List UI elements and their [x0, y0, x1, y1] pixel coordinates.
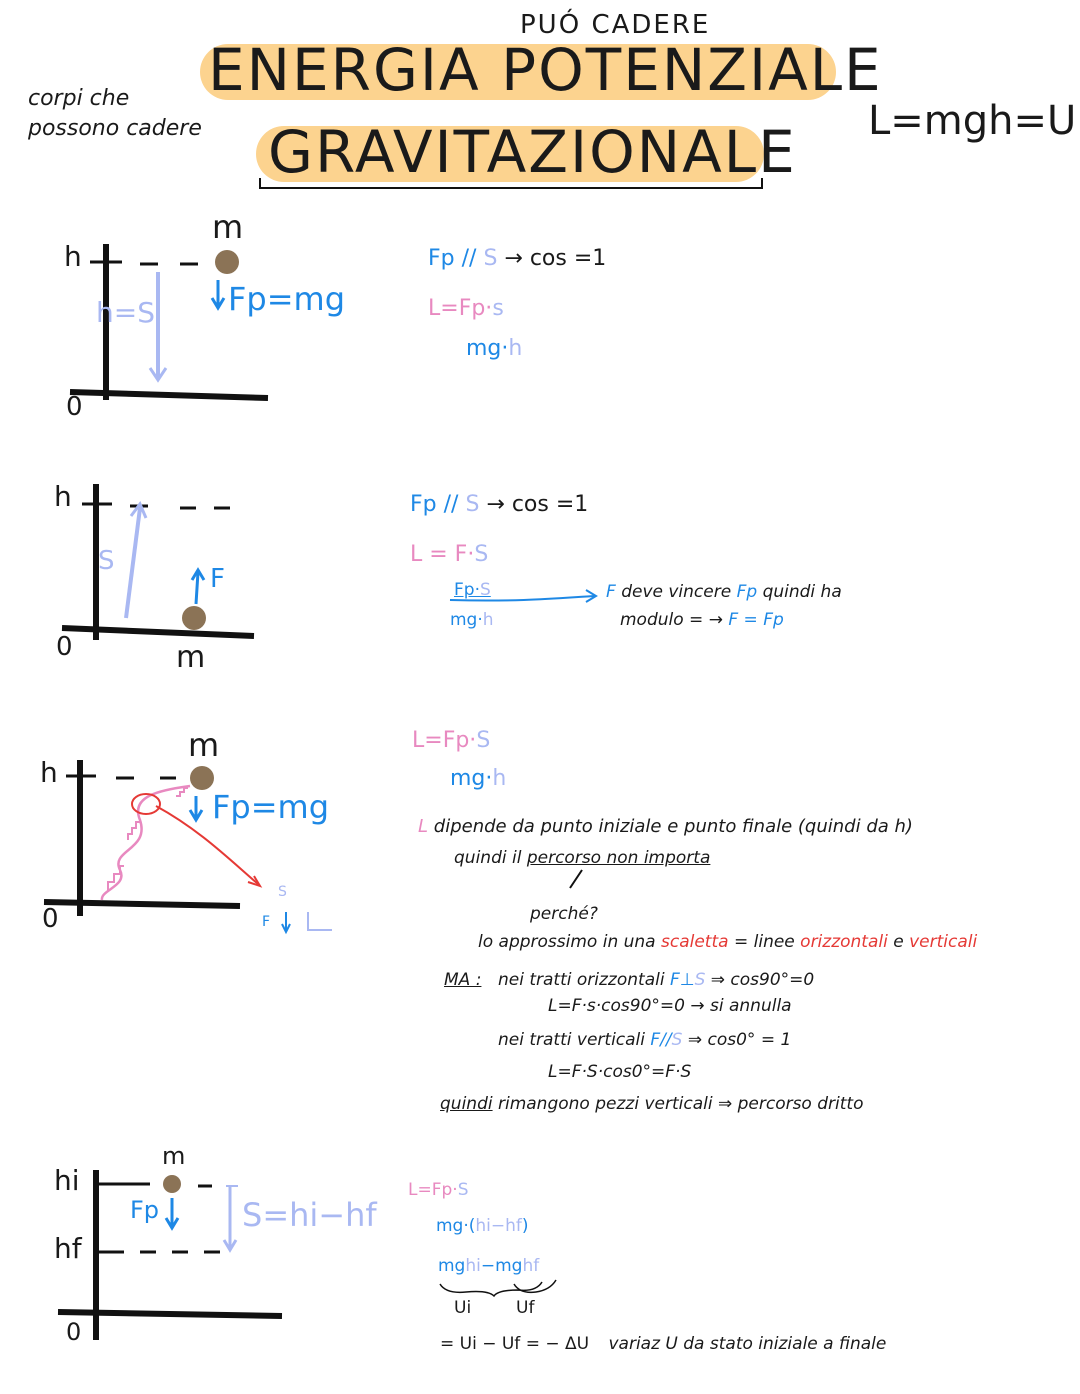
s2-line2-a: L = F·	[410, 542, 475, 567]
s2-line1-s: S	[465, 492, 480, 517]
s2-note1-b: deve vincere	[621, 582, 732, 602]
s3-line7: L=F·s·cos90°=0 → si annulla	[548, 996, 792, 1016]
s4-line3-d: hf	[522, 1256, 540, 1276]
s4-line4-b: variaz U da stato iniziale a finale	[608, 1334, 887, 1354]
s3-ma: MA :	[444, 970, 482, 990]
s3-line10-b: rimangono pezzi verticali ⇒ percorso dritto	[497, 1094, 864, 1114]
s4-line2-b: hi−hf	[475, 1216, 522, 1236]
s3-line8-a: nei tratti verticali	[498, 1030, 645, 1050]
s3-line3-l: L	[418, 816, 429, 837]
s4-line1	[408, 1180, 469, 1200]
s3-line10-a: quindi	[440, 1094, 493, 1114]
s3-line8-c: S	[671, 1030, 683, 1050]
mass-label-3: m	[188, 726, 220, 764]
s2-note1-c: Fp	[736, 582, 758, 602]
s4-line3-b: hi	[465, 1256, 481, 1276]
s4-line4	[440, 1334, 886, 1354]
s4-uf: Uf	[516, 1298, 535, 1318]
s2-note1-a: F	[606, 582, 616, 602]
axis-label-0-2: 0	[56, 632, 73, 662]
energy-formula: L=mgh=U	[868, 98, 1077, 144]
s3-line1-s: S	[476, 728, 491, 753]
side-note-line2: possono cadere	[28, 116, 202, 141]
s1-line2-s: s	[492, 296, 504, 321]
s1-line1-a: Fp //	[428, 246, 477, 271]
side-note-line1: corpi che	[28, 86, 130, 111]
s4-line1-a: L=Fp·	[408, 1180, 458, 1200]
s3-line5-d: orizzontali	[800, 932, 888, 952]
s3-line5-c: = linee	[733, 932, 795, 952]
s4-line4-a: = Ui − Uf = − ΔU	[440, 1334, 590, 1354]
s4-line3-c: −mg	[480, 1256, 523, 1276]
s3-line5-e: e	[893, 932, 904, 952]
axis-label-h-1: h	[64, 240, 82, 273]
s2-line3-s: S	[479, 580, 491, 600]
s3-line1-a: L=Fp·	[412, 728, 477, 753]
s2-line4-h: h	[482, 610, 494, 630]
s3-line2-a: mg·	[450, 766, 493, 791]
s3-line3-text: dipende da punto iniziale e punto finale (quindi da h)	[433, 816, 913, 837]
fp-label-4: Fp	[130, 1196, 160, 1224]
s3-line6-c: S	[694, 970, 706, 990]
s3-line8-d: ⇒ cos0° = 1	[687, 1030, 792, 1050]
s3-perche: perché?	[530, 904, 598, 924]
mass-label-4: m	[162, 1142, 186, 1170]
s3-line2-h: h	[492, 766, 507, 791]
s4-ui: Ui	[454, 1298, 472, 1318]
s4-line2-a: mg·(	[436, 1216, 476, 1236]
page-title-line2: GRAVITAZIONALE	[268, 118, 797, 186]
s1-line1-b: → cos =1	[504, 246, 607, 271]
force-label-1: Fp=mg	[228, 280, 346, 318]
s2-line2-s: S	[474, 542, 489, 567]
s1-line2-a: L=Fp·	[428, 296, 493, 321]
s1-line3-h: h	[508, 336, 523, 361]
s3-line6-a: nei tratti orizzontali	[498, 970, 665, 990]
axis-label-0-1: 0	[66, 392, 83, 422]
s3-line4-b: percorso non importa	[526, 848, 711, 868]
s4-line3	[438, 1256, 539, 1276]
force-label-3: Fp=mg	[212, 788, 330, 826]
s2-line3-a: Fp·	[454, 580, 480, 600]
axis-label-hf-4: hf	[54, 1232, 82, 1265]
s3-line9: L=F·S·cos0°=F·S	[548, 1062, 692, 1082]
s4-line3-a: mg	[438, 1256, 466, 1276]
s3-line5-a: lo approssimo in una	[478, 932, 656, 952]
s3-line4-a: quindi il	[454, 848, 522, 868]
s-eq-label-4: S=hi−hf	[242, 1196, 377, 1234]
axis-label-h-3: h	[40, 756, 58, 789]
s1-line1-s: S	[483, 246, 498, 271]
mass-label-1: m	[212, 208, 244, 246]
s2-note2-b: F = Fp	[728, 610, 784, 630]
axis-label-0-3: 0	[42, 904, 59, 934]
s-label-2: S	[98, 546, 115, 576]
axis-label-hi-4: hi	[54, 1164, 80, 1197]
s4-line1-s: S	[457, 1180, 469, 1200]
s3-line8-b: F//	[650, 1030, 672, 1050]
inset-f-3: F	[262, 914, 271, 930]
s2-note1-d: quindi ha	[762, 582, 842, 602]
s4-line2-c: )	[521, 1216, 529, 1236]
hs-label-1: h=S	[96, 296, 155, 329]
s2-line1-a: Fp //	[410, 492, 459, 517]
s2-note2-a: modulo = →	[620, 610, 723, 630]
axis-label-0-4: 0	[66, 1318, 82, 1346]
force-label-2: F	[210, 564, 225, 594]
inset-s-3: S	[278, 884, 287, 900]
top-note: PUÓ CADERE	[520, 10, 711, 40]
s2-line1-b: → cos =1	[486, 492, 589, 517]
s3-line6-b: F⊥	[669, 970, 695, 990]
s3-line5-b: scaletta	[661, 932, 729, 952]
s2-line4-a: mg·	[450, 610, 483, 630]
s3-line6-d: ⇒ cos90°=0	[710, 970, 815, 990]
s4-line2	[436, 1216, 529, 1236]
mass-label-2: m	[176, 640, 206, 675]
s1-line3-a: mg·	[466, 336, 509, 361]
axis-label-h-2: h	[54, 480, 72, 513]
page-title-line1: ENERGIA POTENZIALE	[208, 36, 883, 104]
s3-line5-f: verticali	[909, 932, 978, 952]
